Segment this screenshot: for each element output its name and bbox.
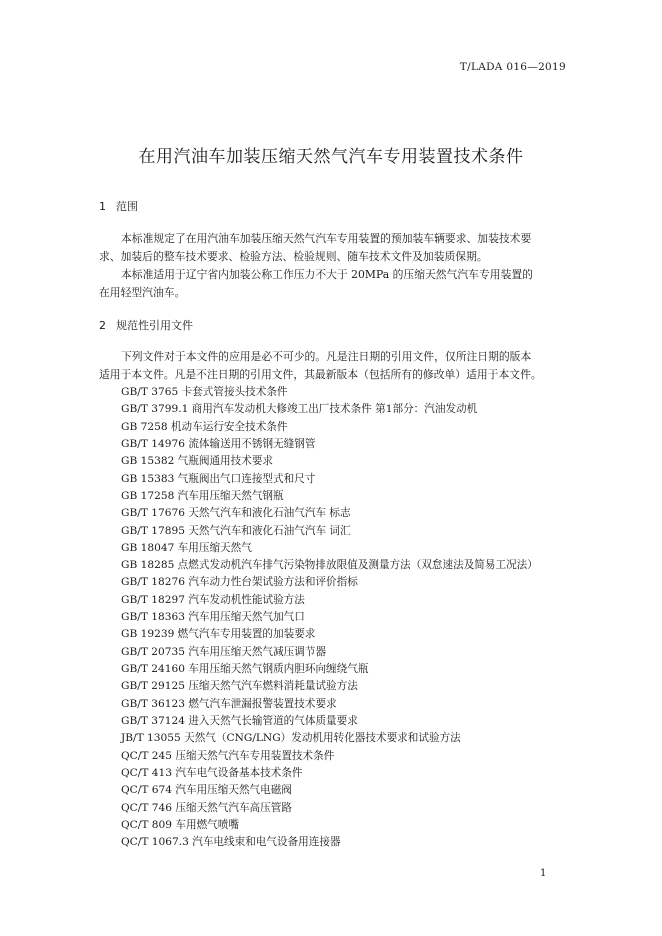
scope-paragraph-1-line-1: 本标准规定了在用汽油车加装压缩天然气汽车专用装置的预加装车辆要求、加装技术要 bbox=[121, 232, 532, 245]
reference-item: GB 7258 机动车运行安全技术条件 bbox=[121, 420, 288, 433]
reference-item: JB/T 13055 天然气（CNG/LNG）发动机用转化器技术要求和试验方法 bbox=[121, 732, 461, 745]
reference-item: GB/T 20735 汽车用压缩天然气减压调节器 bbox=[121, 645, 327, 658]
reference-item: GB/T 18363 汽车用压缩天然气加气口 bbox=[121, 611, 305, 624]
reference-item: GB 15383 气瓶阀出气口连接型式和尺寸 bbox=[121, 472, 316, 485]
reference-item: GB/T 37124 进入天然气长输管道的气体质量要求 bbox=[121, 714, 358, 727]
section-2-heading bbox=[99, 317, 193, 333]
reference-item: GB/T 14976 流体输送用不锈钢无缝钢管 bbox=[121, 437, 316, 450]
reference-item: GB/T 3765 卡套式管接头技术条件 bbox=[121, 386, 288, 398]
section-1-title: 范围 bbox=[116, 200, 138, 213]
reference-item: GB/T 24160 车用压缩天然气钢质内胆环向缠绕气瓶 bbox=[121, 663, 369, 675]
reference-item: GB/T 29125 压缩天然气汽车燃料消耗量试验方法 bbox=[121, 680, 358, 693]
section-1-heading bbox=[99, 198, 138, 214]
section-1-body bbox=[99, 230, 565, 302]
reference-item: GB/T 18297 汽车发动机性能试验方法 bbox=[121, 593, 305, 606]
reference-item: GB/T 17676 天然气汽车和液化石油气汽车 标志 bbox=[121, 507, 351, 520]
reference-item: GB 19239 燃气汽车专用装置的加装要求 bbox=[121, 628, 316, 641]
reference-item: GB 18285 点燃式发动机汽车排气污染物排放限值及测量方法（双怠速法及简易工况法） bbox=[121, 559, 538, 572]
reference-item: QC/T 674 汽车用压缩天然气电磁阀 bbox=[121, 784, 292, 797]
reference-item: GB/T 36123 燃气汽车泄漏报警装置技术要求 bbox=[121, 697, 337, 710]
standard-code: T/LADA 016—2019 bbox=[459, 61, 566, 73]
section-2-title: 规范性引用文件 bbox=[116, 319, 193, 332]
reference-item: GB 15382 气瓶阀通用技术要求 bbox=[121, 455, 274, 468]
reference-item: GB 17258 汽车用压缩天然气钢瓶 bbox=[121, 489, 284, 502]
document-title: 在用汽油车加装压缩天然气汽车专用装置技术条件 bbox=[138, 147, 524, 167]
section-2-intro bbox=[99, 348, 565, 384]
page-number: 1 bbox=[540, 868, 547, 879]
reference-item: QC/T 1067.3 汽车电线束和电气设备用连接器 bbox=[121, 836, 341, 849]
reference-item: QC/T 245 压缩天然气汽车专用装置技术条件 bbox=[121, 749, 335, 762]
normative-references-list bbox=[121, 384, 538, 851]
reference-item: QC/T 413 汽车电气设备基本技术条件 bbox=[121, 766, 303, 779]
scope-paragraph-2-line-1: 本标准适用于辽宁省内加装公称工作压力不大于 20MPa 的压缩天然气汽车专用装置的 bbox=[121, 268, 533, 281]
references-intro-line-1: 下列文件对于本文件的应用是必不可少的。凡是注日期的引用文件，仅所注日期的版本 bbox=[121, 350, 532, 363]
references-intro-line-2: 适用于本文件。凡是不注日期的引用文件，其最新版本（包括所有的修改单）适用于本文件。 bbox=[99, 368, 542, 381]
reference-item: QC/T 746 压缩天然气汽车高压管路 bbox=[121, 801, 292, 814]
reference-item: GB/T 3799.1 商用汽车发动机大修竣工出厂技术条件 第1部分：汽油发动机 bbox=[121, 403, 478, 416]
reference-item: QC/T 809 车用燃气喷嘴 bbox=[121, 818, 239, 831]
section-2-number: 2 bbox=[99, 319, 106, 332]
scope-paragraph-1-line-2: 求、加装后的整车技术要求、检验方法、检验规则、随车技术文件及加装质保期。 bbox=[99, 250, 488, 263]
scope-paragraph-2-line-2: 在用轻型汽油车。 bbox=[99, 286, 186, 299]
section-1-number: 1 bbox=[99, 200, 106, 213]
reference-item: GB/T 18276 汽车动力性台架试验方法和评价指标 bbox=[121, 576, 358, 589]
reference-item: GB 18047 车用压缩天然气 bbox=[121, 541, 252, 554]
reference-item: GB/T 17895 天然气汽车和液化石油气汽车 词汇 bbox=[121, 524, 351, 537]
